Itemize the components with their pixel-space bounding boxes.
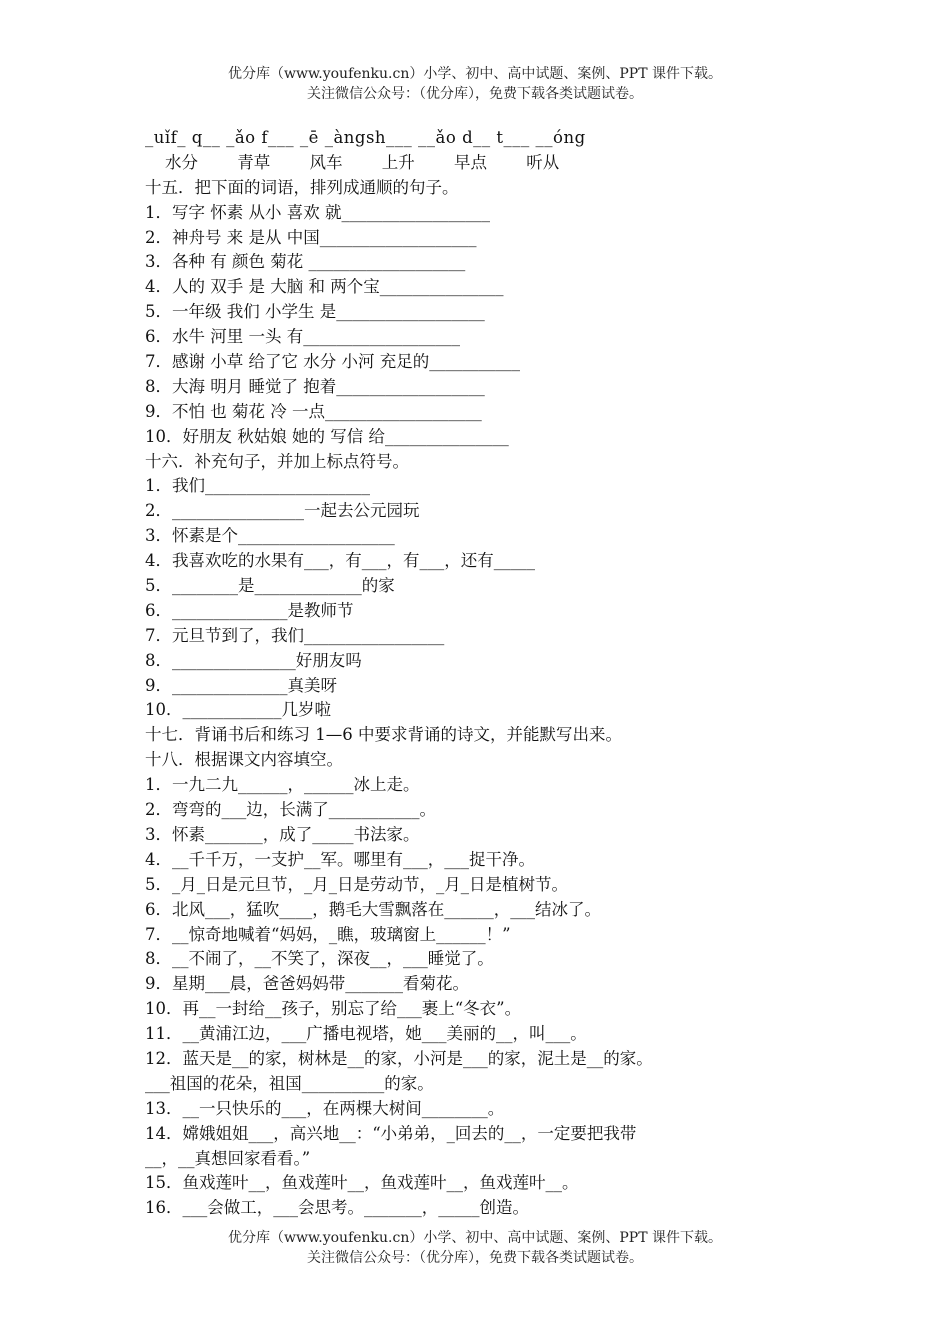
question-item: 6．北风___，猛吹____，鹅毛大雪飘落在______，___结冰了。 [145, 899, 601, 919]
question-item: 6．水牛 河里 一头 有___________________ [145, 327, 460, 347]
question-item: 10．好朋友 秋姑娘 她的 写信 给_______________ [145, 426, 509, 446]
page-header [0, 64, 950, 104]
question-item: 8．大海 明月 睡觉了 抱着__________________ [145, 376, 485, 396]
question-item: 7．__惊奇地喊着“妈妈，_瞧，玻璃窗上______！” [145, 924, 511, 944]
question-item-continued: ___祖国的花朵，祖国__________的家。 [145, 1073, 434, 1093]
question-item: 3．怀素_______，成了_____书法家。 [145, 824, 420, 844]
question-item: 8．__不闹了，__不笑了，深夜__，___睡觉了。 [145, 949, 494, 969]
question-item: 6．______________是教师节 [145, 600, 354, 620]
question-item: 5．一年级 我们 小学生 是__________________ [145, 302, 485, 322]
question-item: 3．各种 有 颜色 菊花 ___________________ [145, 252, 466, 272]
question-item: 16．___会做工，___会思考。_______，_____创造。 [145, 1198, 529, 1218]
word-item: 风车 [309, 152, 343, 172]
question-item: 5．________是_____________的家 [145, 576, 395, 596]
question-item: 14．嫦娥姐姐___，高兴地__：“小弟弟，_回去的__，一定要把我带 [145, 1123, 637, 1143]
section-15-title: 十五．把下面的词语，排列成通顺的句子。 [145, 177, 459, 197]
worksheet-body [145, 126, 865, 1221]
question-item: 9．______________真美呀 [145, 675, 337, 695]
question-item: 9．星期___晨，爸爸妈妈带_______看菊花。 [145, 974, 469, 994]
question-item: 1．写字 怀素 从小 喜欢 就__________________ [145, 202, 490, 222]
word-item: 听从 [526, 152, 560, 172]
header-line-1: 优分库（www.youfenku.cn）小学、初中、高中试题、案例、PPT 课件下载。 [227, 66, 722, 82]
section-17-title: 十七．背诵书后和练习 1—6 中要求背诵的诗文，并能默写出来。 [145, 725, 622, 745]
question-item: 7．元旦节到了，我们_________________ [145, 625, 445, 645]
question-item: 13．__一只快乐的___，在两棵大树间________。 [145, 1098, 505, 1118]
question-item: 8．_______________好朋友吗 [145, 650, 362, 670]
header-line-2: 关注微信公众号：（优分库），免费下载各类试题试卷。 [307, 86, 643, 102]
question-item: 5．_月_日是元旦节，_月_日是劳动节，_月_日是植树节。 [145, 874, 568, 894]
question-item: 4．我喜欢吃的水果有___，有___，有___，还有_____ [145, 551, 535, 571]
question-item: 10．____________几岁啦 [145, 700, 331, 720]
question-item: 9．不怕 也 菊花 冷 一点___________________ [145, 401, 482, 421]
page-footer [0, 1228, 950, 1268]
question-item: 15．鱼戏莲叶__，鱼戏莲叶__，鱼戏莲叶__，鱼戏莲叶__。 [145, 1173, 579, 1193]
question-item: 7．感谢 小草 给了它 水分 小河 充足的___________ [145, 352, 520, 372]
question-item: 1．我们____________________ [145, 476, 370, 496]
question-item: 3．怀素是个___________________ [145, 526, 395, 546]
question-item: 2．神舟号 来 是从 中国___________________ [145, 227, 477, 247]
question-item: 4．__千千万，一支护__军。哪里有___，___捉干净。 [145, 849, 535, 869]
question-item: 12．蓝天是__的家，树林是__的家，小河是___的家，泥土是__的家。 [145, 1048, 653, 1068]
question-item: 2．弯弯的___边，长满了___________。 [145, 800, 436, 820]
word-item: 上升 [381, 152, 415, 172]
footer-line-1: 优分库（www.youfenku.cn）小学、初中、高中试题、案例、PPT 课件下载。 [227, 1230, 722, 1246]
word-item: 早点 [454, 152, 487, 172]
section-16-title: 十六．补充句子，并加上标点符号。 [145, 451, 409, 471]
word-row [145, 151, 865, 176]
question-item-continued: __，__真想回家看看。” [145, 1148, 311, 1168]
pinyin-row: _uǐf_ q__ _ǎo f___ _ē _àngsh___ __ǎo d__ t___ __óng [145, 128, 586, 147]
footer-line-2: 关注微信公众号：（优分库），免费下载各类试题试卷。 [307, 1250, 643, 1266]
word-item: 青草 [237, 152, 271, 172]
question-item: 11．__黄浦江边，___广播电视塔，她___美丽的__，叫___。 [145, 1024, 587, 1044]
question-item: 10．再__一封给__孩子，别忘了给___裹上“冬衣”。 [145, 999, 522, 1019]
word-item: 水分 [165, 152, 198, 172]
question-item: 4．人的 双手 是 大脑 和 两个宝_______________ [145, 277, 504, 297]
question-item: 2．________________一起去公元园玩 [145, 501, 420, 521]
question-item: 1．一九二九______，______冰上走。 [145, 775, 420, 795]
section-18-title: 十八．根据课文内容填空。 [145, 750, 343, 770]
